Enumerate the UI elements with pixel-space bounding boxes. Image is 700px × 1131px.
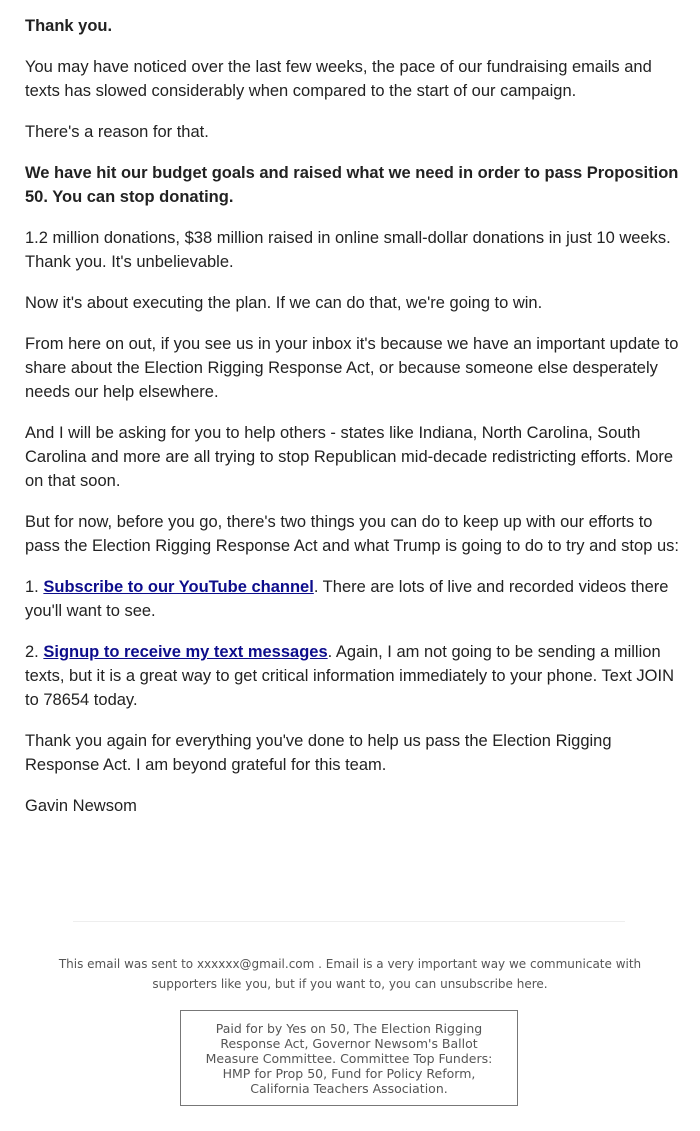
text-signup-link[interactable]: Signup to receive my text messages <box>43 643 328 661</box>
unsubscribe-link[interactable]: unsubscribe here <box>440 977 544 991</box>
footer-sent-prefix: This email was sent to <box>58 957 197 971</box>
paragraph-stop-donating: We have hit our budget goals and raised what we need in order to pass Proposition 50. You can stop donating. <box>25 164 679 206</box>
paragraph-closing-thanks: Thank you again for everything you've done to help us pass the Election Rigging Response Act. I am beyond grateful for this team. <box>25 732 612 774</box>
footer-sent-suffix: . Email is a very important way we communicate with supporters like you, but if you want to, you can <box>152 957 642 991</box>
paragraph-inbox-updates: From here on out, if you see us in your inbox it's because we have an important update to share about the Election Rigging Response Act, or because someone else desperately needs our help elsewhere. <box>25 335 679 401</box>
list-item-text: . There are lots of live and recorded videos there you'll want to see. <box>25 578 669 620</box>
paragraph-fundraising-pace: You may have noticed over the last few weeks, the pace of our fundraising emails and texts has slowed considerably when compared to the start of our campaign. <box>25 58 652 100</box>
list-item-number: 2. <box>25 643 44 661</box>
greeting: Thank you. <box>25 17 113 35</box>
signature: Gavin Newsom <box>25 797 137 815</box>
paragraph-help-others: And I will be asking for you to help others - states like Indiana, North Carolina, South Carolina and more are all trying to stop Republican mid-decade redistricting efforts. More on that soon. <box>25 424 674 490</box>
list-item-youtube <box>25 575 680 623</box>
list-item-text-messages <box>25 640 680 712</box>
list-item-number: 1. <box>25 578 44 596</box>
email-body <box>25 14 680 835</box>
paragraph-two-things: But for now, before you go, there's two things you can do to keep up with our efforts to pass the Election Rigging Response Act and what Trump is going to do to try and stop us: <box>25 513 679 555</box>
footer-divider <box>73 921 625 922</box>
paragraph-donation-stats: 1.2 million donations, $38 million raised in online small-dollar donations in just 10 weeks. Thank you. It's unbelievable. <box>25 229 671 271</box>
footer-end-period: . <box>543 977 548 991</box>
youtube-subscribe-link[interactable]: Subscribe to our YouTube channel <box>43 578 314 596</box>
paragraph-execute-plan: Now it's about executing the plan. If we can do that, we're going to win. <box>25 294 543 312</box>
list-item-text: . Again, I am not going to be sending a million texts, but it is a great way to get critical information immediately to your phone. Text JOIN to 78654 today. <box>25 643 674 709</box>
recipient-email-link[interactable]: xxxxxx@gmail.com <box>196 957 315 971</box>
paid-for-disclaimer: Paid for by Yes on 50, The Election Rigging Response Act, Governor Newsom's Ballot Measure Committee. Committee Top Funders: HMP for Prop 50, Fund for Policy Reform, California Teachers Association. <box>180 1010 518 1106</box>
paragraph-reason: There's a reason for that. <box>25 123 209 141</box>
footer-sent-notice <box>40 954 660 994</box>
